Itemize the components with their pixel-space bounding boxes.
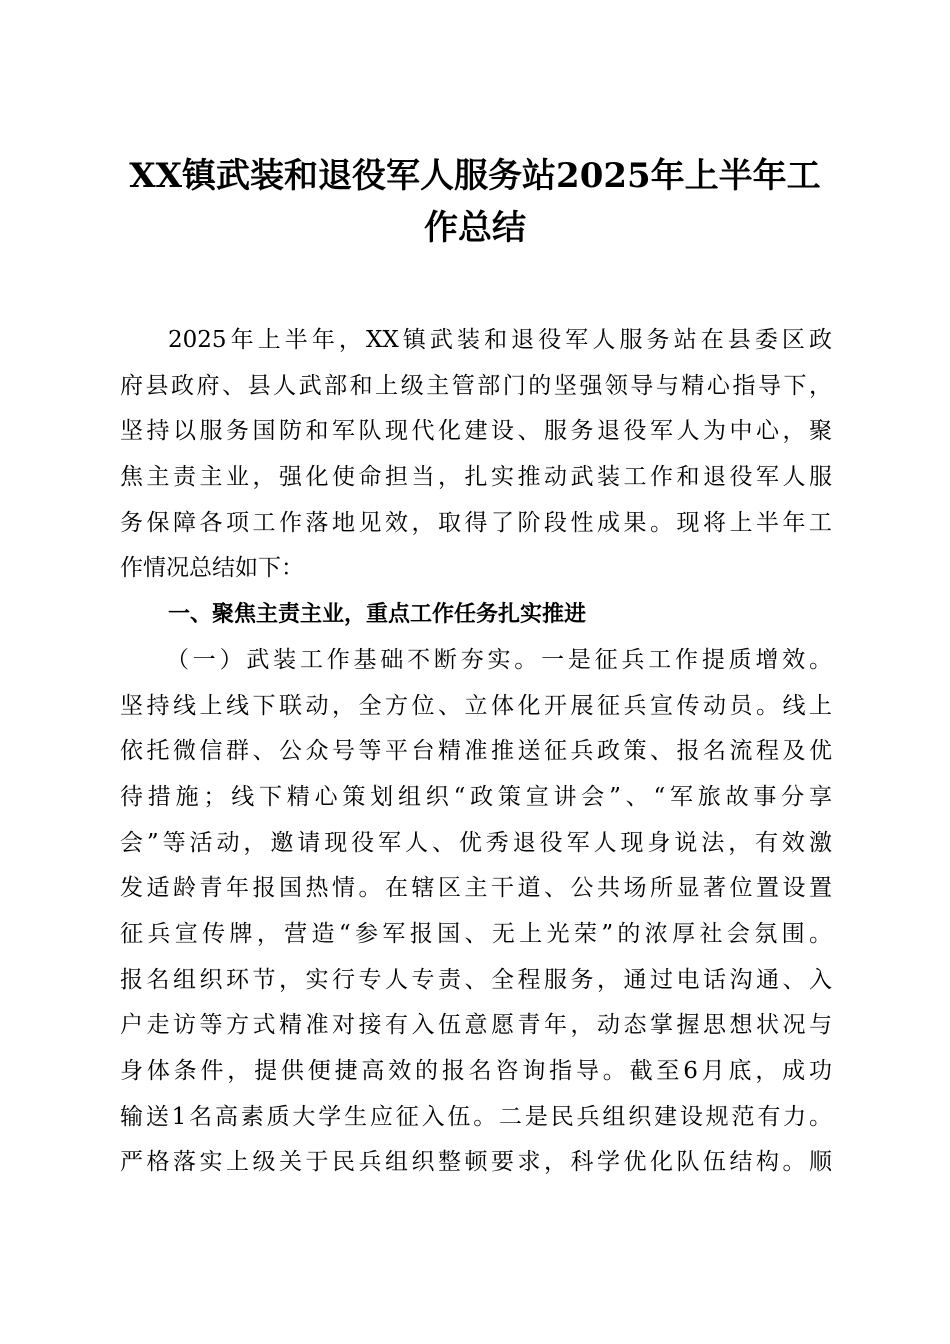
section-line-11: 输送1名高素质大学生应征入伍。二是民兵组织建设规范有力。	[120, 1103, 832, 1130]
document-title	[110, 150, 840, 254]
section-line-7: 征兵宣传牌，营造“参军报国、无上光荣”的浓厚社会氛围。	[120, 920, 832, 947]
title-line-2: 作总结	[424, 208, 526, 248]
section-line-9: 户走访等方式精准对接有入伍意愿青年，动态掌握思想状况与	[120, 1012, 832, 1039]
section-line-12: 严格落实上级关于民兵组织整顿要求，科学优化队伍结构。顺	[120, 1149, 832, 1176]
intro-line-1: 2025年上半年，XX镇武装和退役军人服务站在县委区政	[168, 327, 832, 353]
document-body	[120, 318, 832, 1186]
section-line-3: 依托微信群、公众号等平台精准推送征兵政策、报名流程及优	[120, 738, 832, 765]
intro-line-5: 务保障各项工作落地见效，取得了阶段性成果。现将上半年工	[120, 509, 832, 536]
intro-line-4: 焦主责主业，强化使命担当，扎实推动武装工作和退役军人服	[120, 464, 832, 491]
section-line-6: 发适龄青年报国热情。在辖区主干道、公共场所显著位置设置	[120, 875, 832, 902]
section-line-8: 报名组织环节，实行专人专责、全程服务，通过电话沟通、入	[120, 966, 832, 993]
section-heading: 一、聚焦主责主业，重点工作任务扎实推进	[168, 602, 587, 628]
intro-line-6: 作情况总结如下：	[120, 555, 304, 582]
section-line-1: （一）武装工作基础不断夯实。一是征兵工作提质增效。	[166, 646, 832, 673]
section-line-4: 待措施；线下精心策划组织“政策宣讲会”、“军旅故事分享	[120, 783, 832, 810]
intro-line-2: 府县政府、县人武部和上级主管部门的坚强领导与精心指导下，	[120, 372, 832, 399]
title-line-1: XX镇武装和退役军人服务站2025年上半年工	[129, 156, 821, 196]
section-line-2: 坚持线上线下联动，全方位、立体化开展征兵宣传动员。线上	[120, 692, 832, 719]
section-line-10: 身体条件，提供便捷高效的报名咨询指导。截至6月底，成功	[120, 1058, 832, 1084]
section-line-5: 会”等活动，邀请现役军人、优秀退役军人现身说法，有效激	[120, 829, 832, 856]
intro-line-3: 坚持以服务国防和军队现代化建设、服务退役军人为中心，聚	[120, 418, 832, 445]
